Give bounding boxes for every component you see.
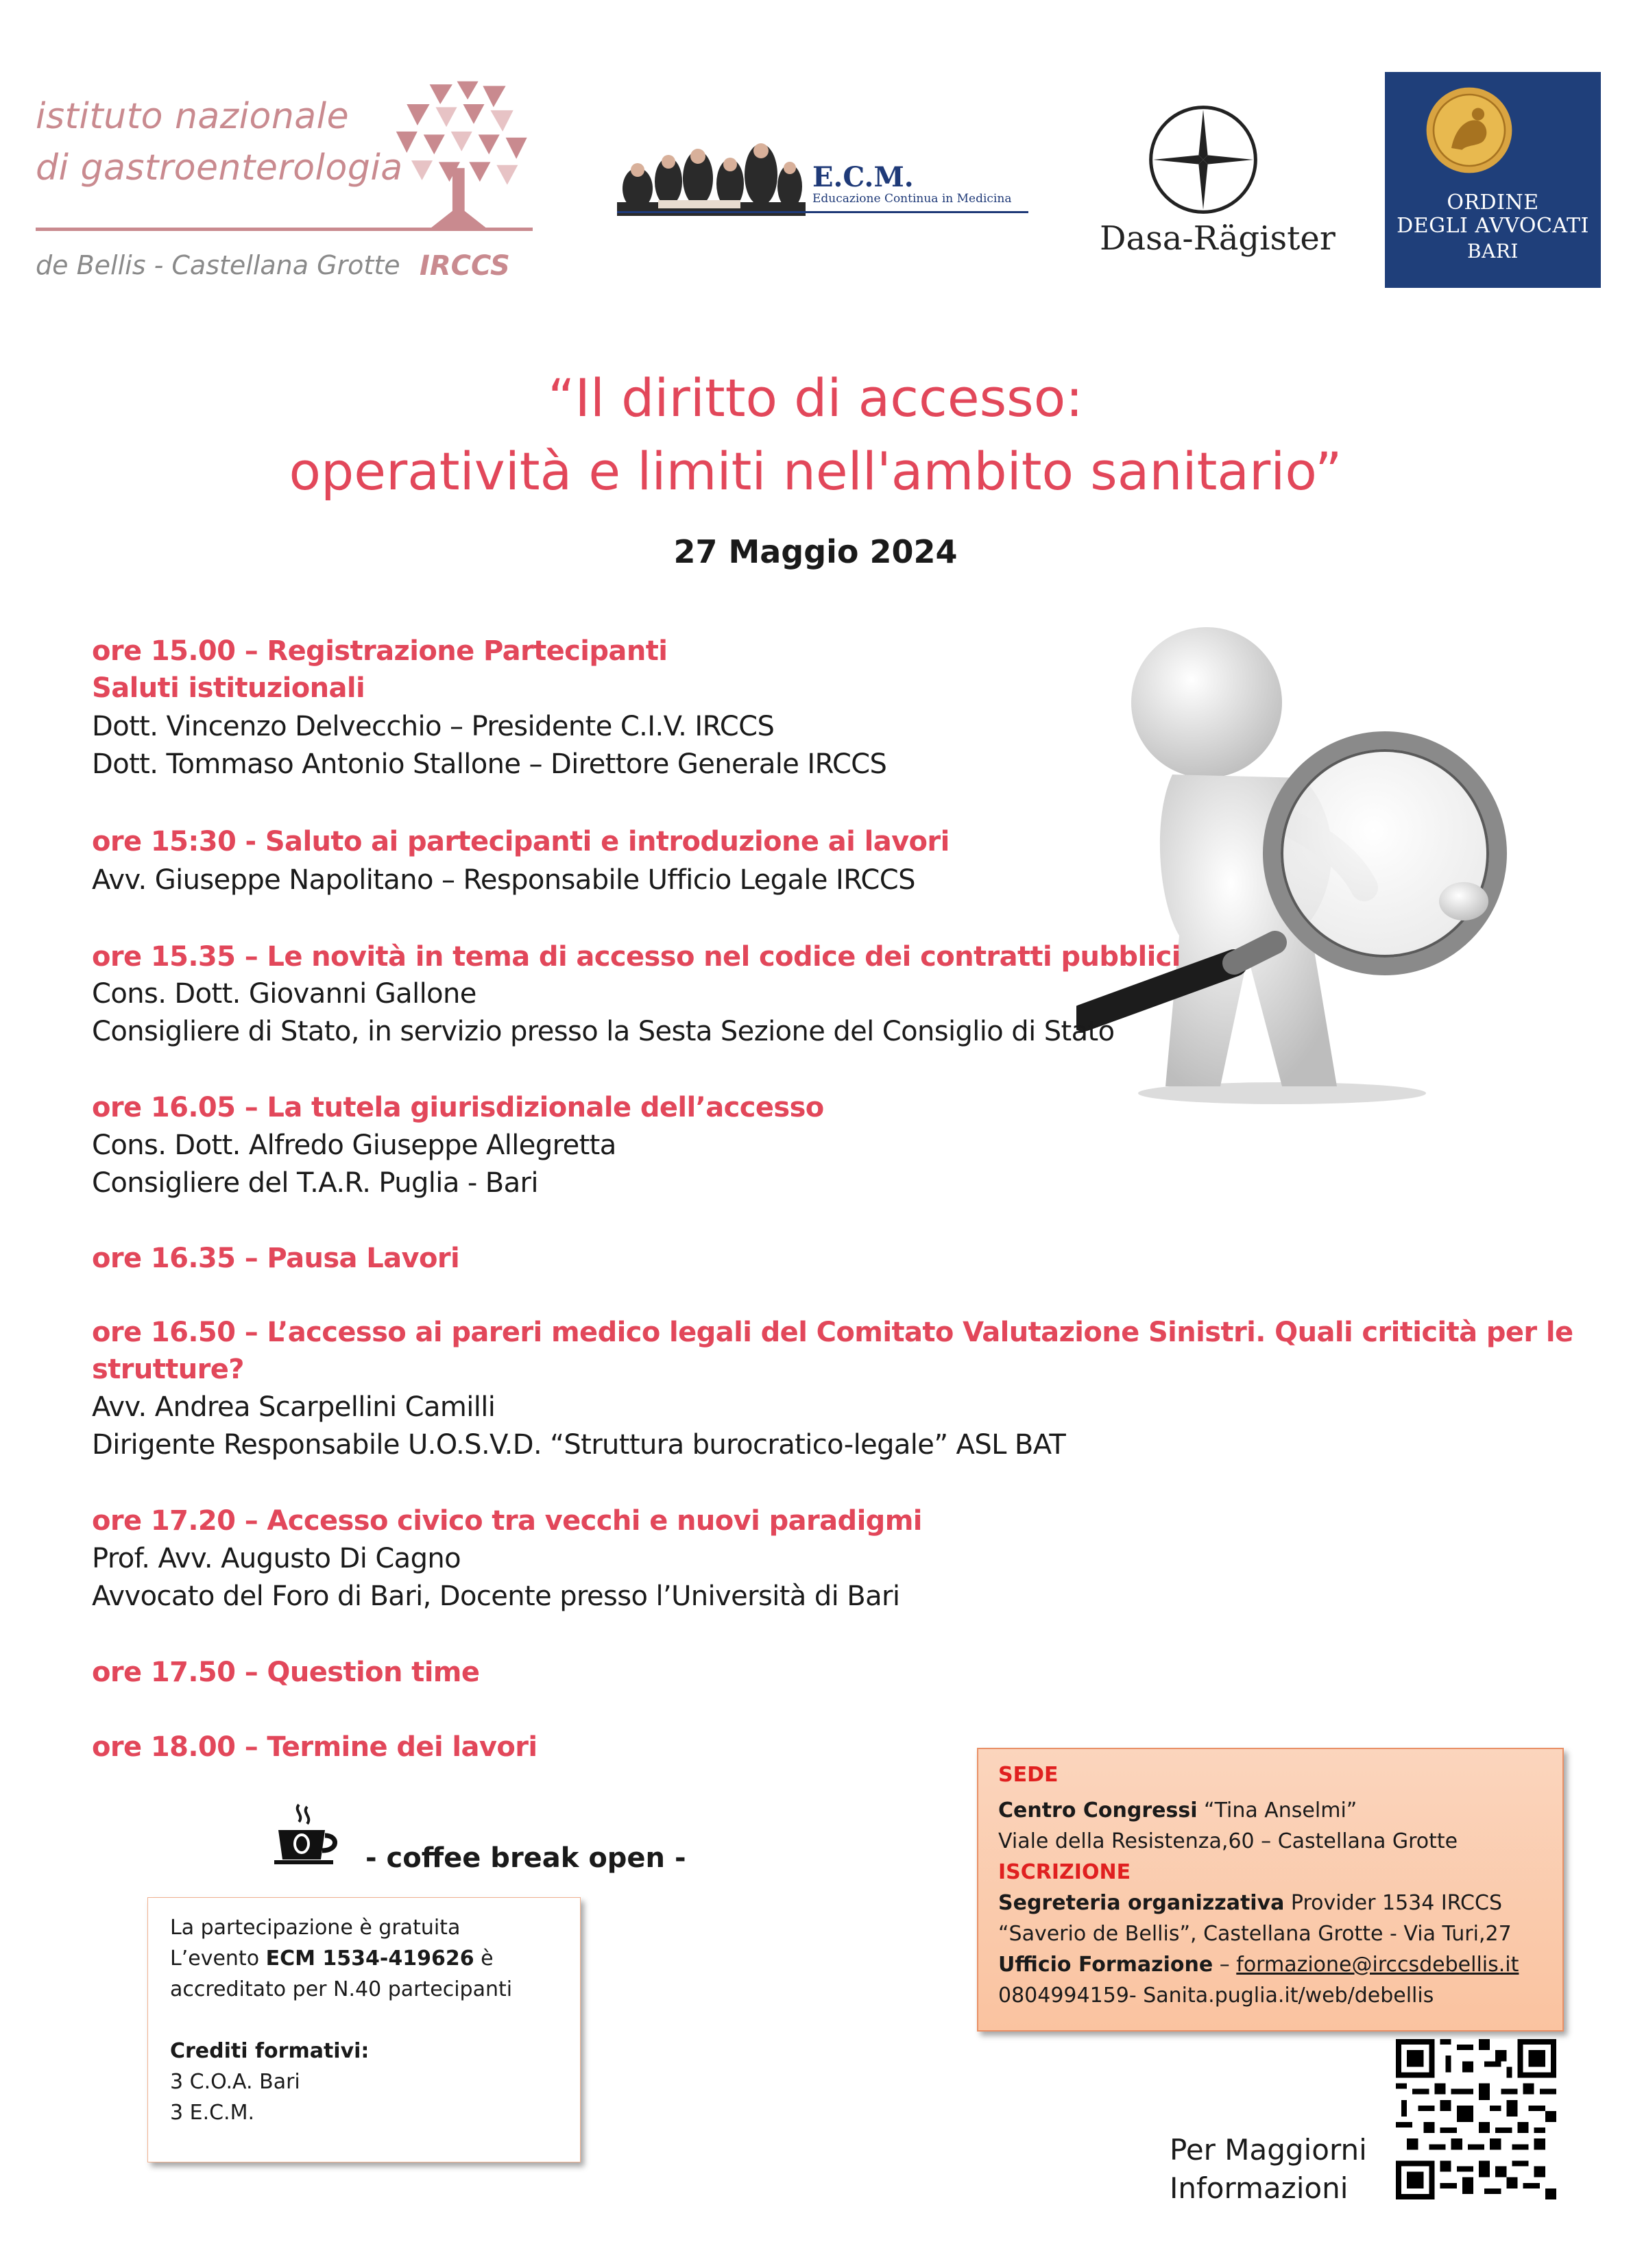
program-line: ore 15.00 – Registrazione Partecipanti bbox=[92, 635, 668, 667]
event-title-line1: “Il diritto di accesso: bbox=[548, 367, 1083, 428]
ing-name-line1: istituto nazionale bbox=[36, 96, 350, 137]
more-info-line1: Per Maggiorni bbox=[1170, 2133, 1367, 2167]
gold-seal-icon bbox=[1425, 86, 1514, 175]
qr-code-icon[interactable] bbox=[1396, 2039, 1556, 2199]
program-line: ore 16.05 – La tutela giurisdizionale dell’accesso bbox=[92, 1092, 824, 1123]
venue-text: – bbox=[1213, 1953, 1237, 1977]
avvocati-line2: DEGLI AVVOCATI bbox=[1397, 214, 1589, 238]
iscrizione-heading bbox=[998, 1859, 1131, 1886]
program-line: Dott. Tommaso Antonio Stallone – Direttore Generale IRCCS bbox=[92, 748, 887, 780]
program-line: Consigliere di Stato, in servizio presso la Sesta Sezione del Consiglio di Stato bbox=[92, 1016, 1115, 1047]
info-line: accreditato per N.40 partecipanti bbox=[170, 1977, 513, 2001]
venue-line bbox=[998, 1951, 1519, 1979]
email-link[interactable]: formazione@irccsdebellis.it bbox=[1236, 1953, 1519, 1977]
info-credits-heading: Crediti formativi: bbox=[170, 2039, 370, 2063]
program-line: Avv. Giuseppe Napolitano – Responsabile Ufficio Legale IRCCS bbox=[92, 864, 915, 896]
dasa-name: Dasa-Rägister bbox=[1100, 219, 1336, 258]
venue-name: Centro Congressi bbox=[998, 1798, 1198, 1822]
venue-line bbox=[998, 1797, 1357, 1825]
ecm-painting-icon bbox=[617, 137, 806, 216]
program-line: ore 16.50 – L’accesso ai pareri medico legali del Comitato Valutazione Sinistri. Quali criticità per le bbox=[92, 1317, 1573, 1348]
ing-location: de Bellis - Castellana Grotte bbox=[36, 250, 400, 280]
venue-line: 0804994159- Sanita.puglia.it/web/debellis bbox=[998, 1984, 1434, 2008]
venue-text: “Tina Anselmi” bbox=[1197, 1798, 1357, 1822]
info-text: L’evento bbox=[170, 1947, 266, 1971]
venue-line bbox=[998, 1890, 1502, 1917]
venue-line: Viale della Resistenza,60 – Castellana Grotte bbox=[998, 1829, 1458, 1853]
program-line: ore 15.35 – Le novità in tema di accesso nel codice dei contratti pubblici bbox=[92, 941, 1181, 973]
venue-line: “Saverio de Bellis”, Castellana Grotte - Via Turi,27 bbox=[998, 1922, 1512, 1946]
coffee-cup-icon bbox=[271, 1801, 340, 1866]
info-line: 3 C.O.A. Bari bbox=[170, 2070, 300, 2094]
ufficio-label: Ufficio Formazione bbox=[998, 1953, 1213, 1977]
magnifier-figure-icon bbox=[1076, 613, 1543, 1107]
program-line: Dirigente Responsabile U.O.S.V.D. “Struttura burocratico-legale” ASL BAT bbox=[92, 1429, 1066, 1461]
iscrizione-label: ISCRIZIONE bbox=[998, 1860, 1131, 1884]
sede-heading: SEDE bbox=[998, 1763, 1059, 1787]
ecm-title: E.C.M. bbox=[812, 161, 914, 193]
venue-text: Provider 1534 IRCCS bbox=[1284, 1891, 1502, 1915]
program-line: ore 18.00 – Termine dei lavori bbox=[92, 1731, 537, 1763]
info-line bbox=[170, 1945, 494, 1973]
ecm-code: ECM 1534-419626 bbox=[265, 1947, 474, 1971]
compass-star-icon bbox=[1146, 103, 1260, 217]
ing-name-line2: di gastroenterologia bbox=[36, 147, 403, 188]
program-line: Consigliere del T.A.R. Puglia - Bari bbox=[92, 1167, 538, 1199]
program-line: Avvocato del Foro di Bari, Docente presso l’Università di Bari bbox=[92, 1581, 900, 1612]
info-line: La partecipazione è gratuita bbox=[170, 1916, 461, 1940]
program-line: ore 17.50 – Question time bbox=[92, 1657, 480, 1688]
ing-irccs: IRCCS bbox=[420, 250, 510, 282]
more-info-line2: Informazioni bbox=[1170, 2171, 1349, 2205]
event-date: 27 Maggio 2024 bbox=[673, 533, 958, 570]
avvocati-line3: BARI bbox=[1467, 240, 1519, 263]
segreteria-label: Segreteria organizzativa bbox=[998, 1891, 1285, 1915]
program-line: ore 17.20 – Accesso civico tra vecchi e nuovi paradigmi bbox=[92, 1505, 922, 1537]
program-line: Avv. Andrea Scarpellini Camilli bbox=[92, 1391, 496, 1423]
ing-divider bbox=[36, 228, 533, 231]
program-line: ore 16.35 – Pausa Lavori bbox=[92, 1243, 460, 1274]
info-text: è bbox=[474, 1947, 494, 1971]
program-line: strutture? bbox=[92, 1354, 244, 1385]
tree-logo-icon bbox=[384, 77, 536, 229]
program-line: Saluti istituzionali bbox=[92, 672, 365, 704]
program-line: Prof. Avv. Augusto Di Cagno bbox=[92, 1543, 461, 1574]
info-line: 3 E.C.M. bbox=[170, 2101, 255, 2125]
program-line: Dott. Vincenzo Delvecchio – Presidente C.I.V. IRCCS bbox=[92, 711, 775, 742]
program-line: Cons. Dott. Giovanni Gallone bbox=[92, 978, 476, 1010]
venue-heading bbox=[998, 1761, 1059, 1789]
program-line: Cons. Dott. Alfredo Giuseppe Allegretta bbox=[92, 1130, 616, 1161]
program-line: ore 15:30 - Saluto ai partecipanti e introduzione ai lavori bbox=[92, 826, 950, 857]
coffee-break-text: - coffee break open - bbox=[365, 1842, 686, 1874]
event-title-line2: operatività e limiti nell'ambito sanitario” bbox=[289, 441, 1342, 502]
ecm-divider bbox=[617, 211, 1028, 213]
avvocati-line1: ORDINE bbox=[1447, 191, 1539, 215]
ecm-subtitle: Educazione Continua in Medicina bbox=[812, 192, 1012, 206]
